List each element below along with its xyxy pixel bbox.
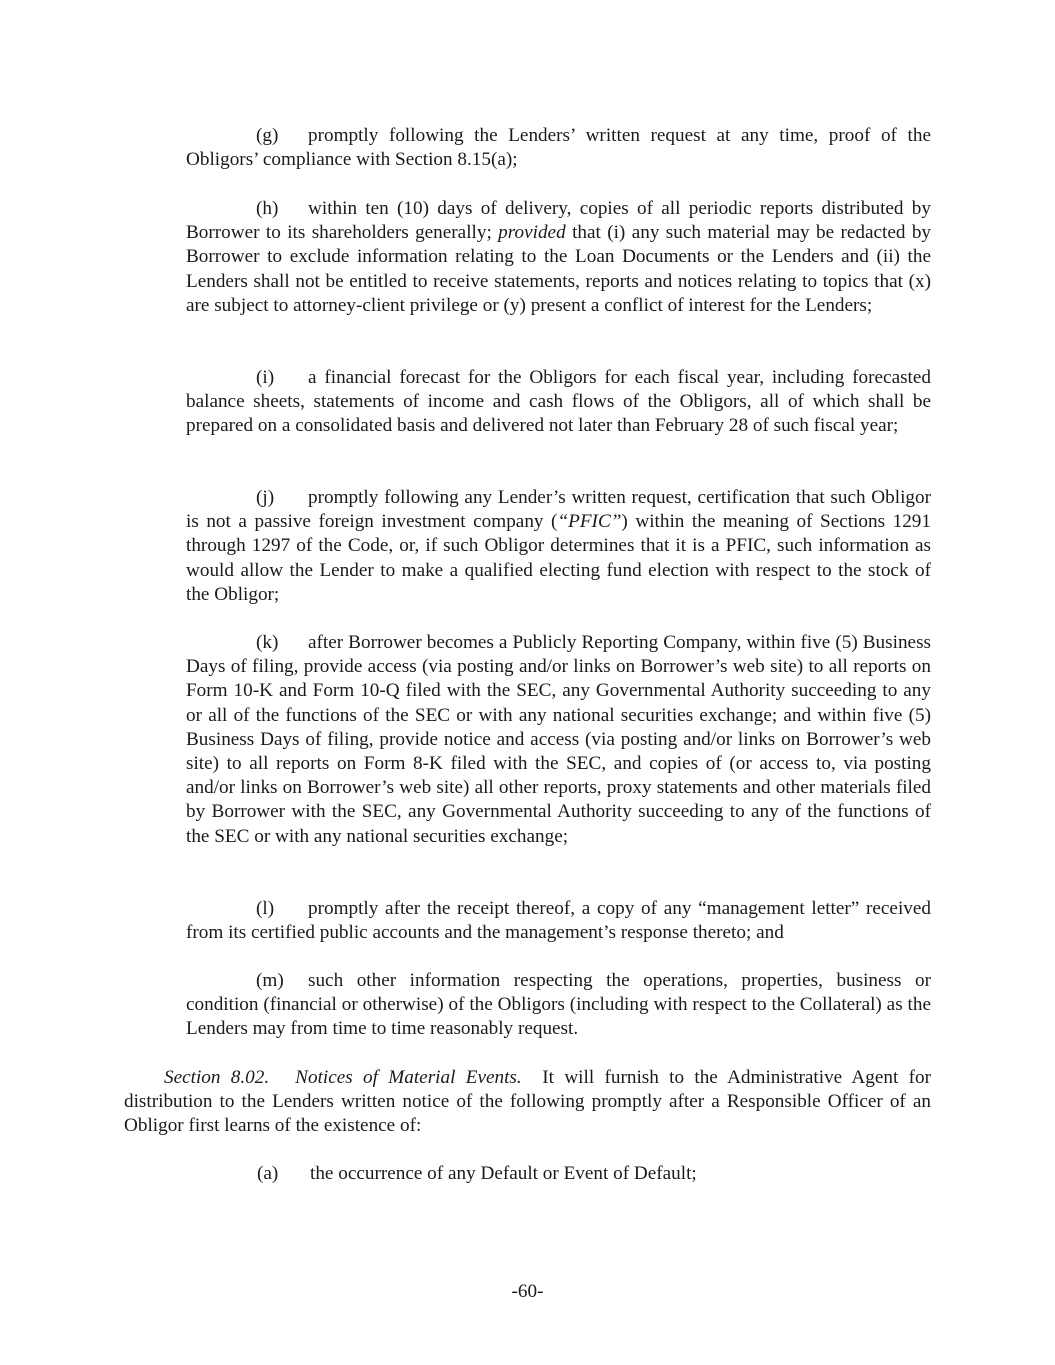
item-label: (l) [256, 898, 275, 919]
item-text: such other information respecting the operations, properties, business or condition (financial or otherwise) of the Obligors (including with respect to the Collateral) as the Lenders may from time to time reasonably request. [186, 970, 931, 1040]
section-8-02 [124, 1066, 931, 1139]
section-text: It will furnish to the Administrative Agent for distribution to the Lenders written notice of the following promptly after a Responsible Officer of an Obligor first learns of the existence of: [124, 1067, 932, 1137]
item-label: (j) [256, 487, 275, 508]
item-a [257, 1162, 697, 1186]
item-l [186, 897, 931, 945]
item-label: (g) [256, 125, 279, 146]
page-number: -60- [511, 1281, 544, 1302]
item-text: within ten (10) days of delivery, copies of all periodic reports distributed by Borrower to its shareholders generally; [186, 198, 931, 244]
item-italic-term: provided [498, 222, 566, 244]
item-label: (m) [256, 970, 284, 991]
item-text-continued: that (i) any such material may be redacted by Borrower to exclude information relating to the Loan Documents or the Lenders and (ii) the Lenders shall not be entitled to receive statements, reports and notices relating to topics that (x) are subject to attorney-client privilege or (y) present a conflict of interest for the Lenders; [186, 222, 932, 316]
item-h [186, 197, 931, 318]
item-label: (a) [257, 1163, 279, 1184]
item-k [186, 631, 931, 849]
item-i [186, 366, 931, 439]
item-text: promptly following the Lenders’ written request at any time, proof of the Obligors’ compliance with Section 8.15(a); [186, 125, 931, 171]
item-text: promptly following any Lender’s written request, certification that such Obligor is not a passive foreign investment company ( [186, 487, 931, 533]
item-text: the occurrence of any Default or Event of Default; [310, 1163, 697, 1184]
item-label: (k) [256, 632, 279, 653]
item-italic-term: “PFIC” [557, 511, 622, 533]
item-text-continued: ) within the meaning of Sections 1291 through 1297 of the Code, or, if such Obligor determines that it is a PFIC, such information as would allow the Lender to make a qualified electing fund election with respect to the stock of the Obligor; [186, 511, 931, 605]
item-label: (h) [256, 198, 279, 219]
section-title: Notices of Material Events. [295, 1067, 522, 1088]
item-text: a financial forecast for the Obligors for each fiscal year, including forecasted balance sheets, statements of income and cash flows of the Obligors, all of which shall be prepared on a consolidated basis and delivered not later than February 28 of such fiscal year; [186, 367, 931, 437]
item-m [186, 969, 931, 1042]
item-j [186, 486, 931, 607]
item-g [186, 124, 931, 172]
section-number: Section 8.02. [164, 1067, 270, 1088]
item-text: after Borrower becomes a Publicly Reporting Company, within five (5) Business Days of filing, provide access (via posting and/or links on Borrower’s web site) to all reports on Form 10-K and Form 10-Q filed with the SEC, any Governmental Authority succeeding to any or all of the functions of the SEC or with any national securities exchange; and within five (5) Business Days of filing, provide notice and access (via posting and/or links on Borrower’s web site) to all reports on Form 8-K filed with the SEC, and copies of (or access to, via posting and/or links on Borrower’s web site) all other reports, proxy statements and other materials filed by Borrower with the SEC, any Governmental Authority succeeding to any of the functions of the SEC or with any national securities exchange; [186, 632, 931, 847]
item-label: (i) [256, 367, 275, 388]
item-text: promptly after the receipt thereof, a copy of any “management letter” received from its certified public accounts and the management’s response thereto; and [186, 898, 931, 944]
